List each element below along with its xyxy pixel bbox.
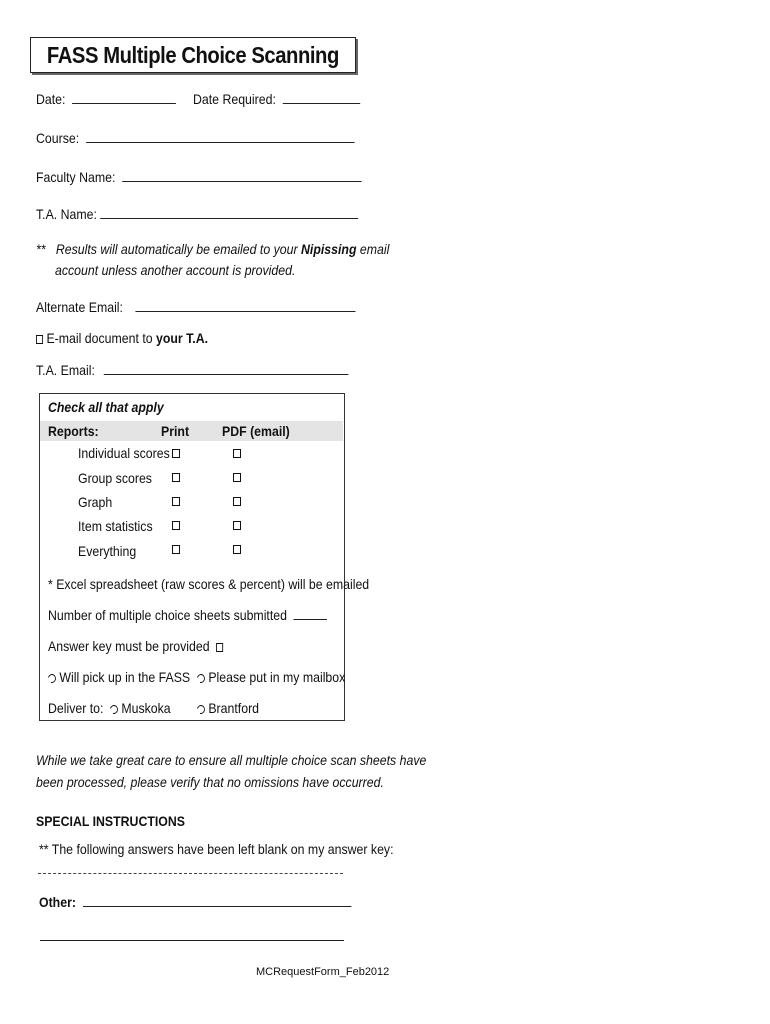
form-id-footer: MCRequestForm_Feb2012 bbox=[256, 966, 390, 978]
special-instructions-heading: SPECIAL INSTRUCTIONS bbox=[36, 813, 185, 829]
ta-name-label: T.A. Name: bbox=[36, 206, 97, 222]
deliver-to-label: Deliver to: bbox=[48, 700, 104, 716]
course-field[interactable] bbox=[86, 131, 354, 143]
sheets-submitted-field[interactable] bbox=[294, 608, 327, 620]
muskoka-label: Muskoka bbox=[121, 700, 171, 716]
course-label: Course: bbox=[36, 130, 80, 146]
faculty-name-label: Faculty Name: bbox=[36, 169, 116, 185]
other-field[interactable] bbox=[83, 895, 351, 907]
note-line1-b: email bbox=[356, 241, 390, 257]
page-title: FASS Multiple Choice Scanning bbox=[47, 41, 340, 68]
ta-name-field[interactable] bbox=[100, 207, 358, 219]
pickup-radio[interactable] bbox=[47, 672, 58, 684]
brantford-radio[interactable] bbox=[196, 703, 207, 715]
muskoka-option[interactable] bbox=[110, 700, 171, 716]
title-box bbox=[30, 37, 356, 73]
item-stats-pdf-checkbox[interactable] bbox=[233, 521, 241, 530]
brantford-label: Brantford bbox=[208, 700, 260, 716]
email-note bbox=[36, 241, 389, 257]
date-row bbox=[36, 91, 176, 107]
faculty-row bbox=[36, 169, 362, 185]
everything-print-checkbox[interactable] bbox=[172, 545, 180, 554]
alternate-email-row bbox=[36, 299, 355, 315]
report-label-individual: Individual scores bbox=[78, 445, 170, 461]
sheets-submitted-row bbox=[48, 607, 327, 623]
individual-print-checkbox[interactable] bbox=[172, 449, 180, 458]
other-row bbox=[39, 894, 351, 910]
email-note-line2: account unless another account is provided. bbox=[55, 262, 296, 278]
muskoka-radio[interactable] bbox=[109, 703, 120, 715]
other-field-line2[interactable] bbox=[40, 940, 344, 941]
item-stats-print-checkbox[interactable] bbox=[172, 521, 180, 530]
report-label-group: Group scores bbox=[78, 470, 152, 486]
date-required-label: Date Required: bbox=[193, 91, 276, 107]
faculty-name-field[interactable] bbox=[122, 170, 361, 182]
pdf-column-header: PDF (email) bbox=[222, 423, 290, 439]
pickup-option[interactable] bbox=[48, 669, 190, 685]
group-print-checkbox[interactable] bbox=[172, 473, 180, 482]
course-row bbox=[36, 130, 354, 146]
ta-email-row bbox=[36, 362, 348, 378]
graph-pdf-checkbox[interactable] bbox=[233, 497, 241, 506]
disclaimer-line1: While we take great care to ensure all multiple choice scan sheets have bbox=[36, 752, 427, 768]
mailbox-label: Please put in my mailbox bbox=[208, 669, 346, 685]
email-ta-checkbox[interactable] bbox=[36, 335, 43, 344]
alternate-email-label: Alternate Email: bbox=[36, 299, 123, 315]
answer-key-checkbox[interactable] bbox=[216, 643, 223, 652]
report-label-graph: Graph bbox=[78, 494, 113, 510]
answer-key-label: Answer key must be provided bbox=[48, 638, 210, 654]
check-all-heading: Check all that apply bbox=[48, 399, 164, 415]
email-ta-label: E-mail document to bbox=[46, 330, 157, 346]
group-pdf-checkbox[interactable] bbox=[233, 473, 241, 482]
ta-email-field[interactable] bbox=[104, 363, 349, 375]
email-ta-label-bold: your T.A. bbox=[156, 330, 209, 346]
note-line1-a: Results will automatically be emailed to your bbox=[55, 241, 302, 257]
individual-pdf-checkbox[interactable] bbox=[233, 449, 241, 458]
date-label: Date: bbox=[36, 91, 66, 107]
answer-key-row bbox=[48, 638, 223, 654]
report-label-item-stats: Item statistics bbox=[78, 518, 153, 534]
blank-answers-note: ** The following answers have been left blank on my answer key: bbox=[39, 841, 394, 857]
note-prefix: ** bbox=[36, 241, 46, 257]
everything-pdf-checkbox[interactable] bbox=[233, 545, 241, 554]
alternate-email-field[interactable] bbox=[135, 300, 355, 312]
sheets-submitted-label: Number of multiple choice sheets submitted bbox=[48, 607, 287, 623]
date-required-row bbox=[193, 91, 360, 107]
date-required-field[interactable] bbox=[283, 92, 360, 104]
reports-label: Reports: bbox=[48, 423, 99, 439]
brantford-option[interactable] bbox=[197, 700, 259, 716]
mailbox-radio[interactable] bbox=[196, 672, 207, 684]
email-ta-row bbox=[36, 330, 208, 346]
note-line1-bold: Nipissing bbox=[301, 241, 357, 257]
print-column-header: Print bbox=[161, 423, 190, 439]
ta-name-row bbox=[36, 206, 358, 222]
date-field[interactable] bbox=[72, 92, 176, 104]
graph-print-checkbox[interactable] bbox=[172, 497, 180, 506]
other-label: Other: bbox=[39, 894, 76, 910]
mailbox-option[interactable] bbox=[197, 669, 345, 685]
excel-note: * Excel spreadsheet (raw scores & percent) will be emailed bbox=[48, 576, 370, 592]
disclaimer-line2: been processed, please verify that no omissions have occurred. bbox=[36, 774, 384, 790]
report-label-everything: Everything bbox=[78, 543, 137, 559]
pickup-label: Will pick up in the FASS bbox=[59, 669, 191, 685]
ta-email-label: T.A. Email: bbox=[36, 362, 95, 378]
blank-answers-field[interactable] bbox=[38, 873, 343, 875]
